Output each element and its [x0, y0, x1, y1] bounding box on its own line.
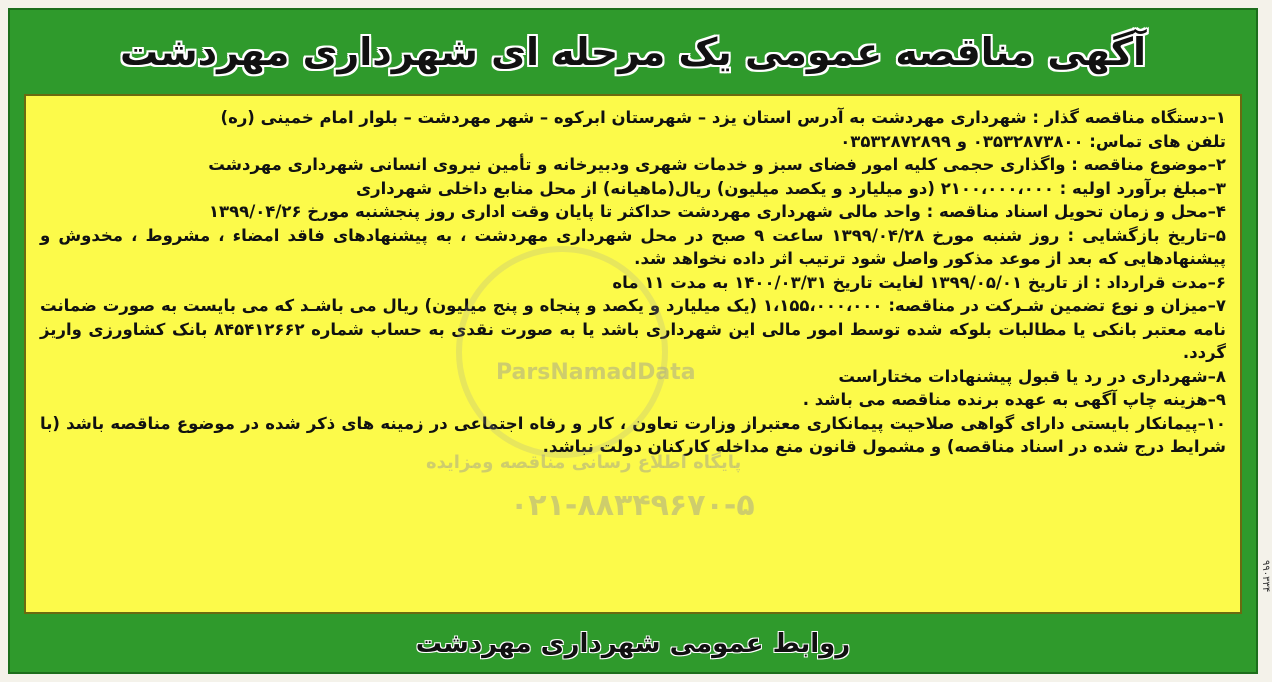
footer-bar: [10, 614, 1256, 674]
ad-line-documents: ۴–محل و زمان تحویل اسناد مناقصه : واحد مالی شهرداری مهردشت حداکثر تا پایان وقت اداری روز پنجشنبه مورخ ۱۳۹۹/۰۴/۲۶: [208, 202, 1226, 221]
ad-body: [24, 94, 1242, 614]
ad-line-phones: تلفن های تماس: ۰۳۵۳۲۸۷۳۸۰۰ و ۰۳۵۳۲۸۷۲۸۹۹: [840, 131, 1226, 151]
ad-line-subject: ۲–موضوع مناقصه : واگذاری حجمی کلیه امور فضای سبز و خدمات شهری ودبیرخانه و تأمین نیروی انسانی شهرداری مهردشت: [208, 155, 1226, 174]
title-bar: [10, 10, 1256, 94]
ad-footer: روابط عمومی شهرداری مهردشت: [415, 629, 851, 659]
side-code: [1259, 560, 1271, 680]
ad-line-estimate: ۳–مبلغ برآورد اولیه : ۲۱۰۰،۰۰۰،۰۰۰ (دو میلیارد و یکصد میلیون) ریال(ماهیانه) از محل منابع داخلی شهرداری: [355, 178, 1226, 198]
watermark-label: پایگاه اطلاع رسانی مناقصه ومزایده: [426, 452, 742, 473]
ad-title: آگهی مناقصه عمومی یک مرحله ای شهرداری مهردشت: [120, 30, 1146, 74]
ad-frame: [8, 8, 1258, 674]
ad-line-rights: ۸–شهرداری در رد یا قبول پیشنهادات مختاراست: [838, 366, 1226, 386]
ad-line-cost: ۹–هزینه چاپ آگهی به عهده برنده مناقصه می باشد .: [802, 390, 1226, 409]
ad-line-guarantee: ۷–میزان و نوع تضمین شـرکت در مناقصه: ۱،۱۵۵،۰۰۰،۰۰۰ (یک میلیارد و یکصد و پنجاه و پنج میلیون) ریال می باشـد که می بایست به صورت ضمانت نامه معتبر بانکی یا مطالبات بلوکه شده توسط امور مالی این شهرداری باشد یا به صورت نقدی به حساب شماره ۸۴۵۴۱۲۶۶۲ بانک کشاورزی واریز گردد.: [40, 296, 1226, 362]
ad-line-contractor: ۱۰–پیمانکار بایستی دارای گواهی صلاحیت پیمانکاری معتبراز وزارت تعاون ، کار و رفاه اجتماعی در زمینه های ذکر شده در موضوع مناقصه باشد (با شرایط درج شده در اسناد مناقصه) و مشمول قانون منع مداخله کارکنان دولت نباشد.: [40, 413, 1226, 456]
ad-line-opening: ۵–تاریخ بازگشایی : روز شنبه مورخ ۱۳۹۹/۰۴/۲۸ ساعت ۹ صبح در محل شهرداری مهردشت ، به پیشنهادهای فاقد امضاء ، مشروط ، مخدوش و پیشنهادهایی که بعد از موعد مذکور واصل شود ترتیب اثر داده نخواهد شد.: [40, 225, 1226, 268]
ad-line-contract-term: ۶–مدت قرارداد : از تاریخ ۱۳۹۹/۰۵/۰۱ لغایت تاریخ ۱۴۰۰/۰۳/۳۱ به مدت ۱۱ ماه: [612, 272, 1226, 292]
ad-line-organizer: ۱–دستگاه مناقصه گذار : شهرداری مهردشت به آدرس استان یزد – شهرستان ابرکوه – شهر مهردشت – بلوار امام خمینی (ره): [220, 108, 1226, 127]
side-code-text: ۹۹۰۳۳۴: [1260, 560, 1271, 593]
watermark-site: ParsNamadData: [496, 360, 696, 385]
watermark-phone: ۰۲۱-۸۸۳۴۹۶۷۰-۵: [510, 488, 755, 523]
